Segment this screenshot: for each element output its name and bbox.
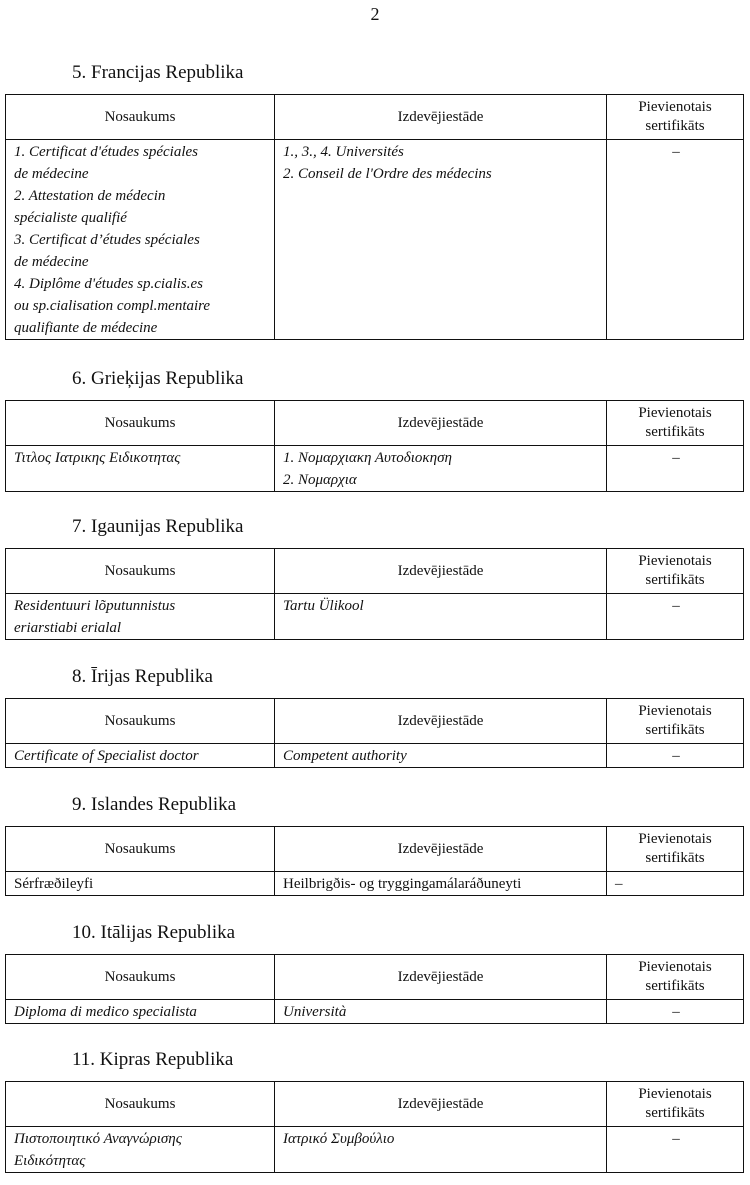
issuer-line: 2. Conseil de l'Ordre des médecins [283, 166, 492, 182]
table-header-row [6, 699, 744, 744]
cell-certificate: – [607, 594, 744, 640]
header-name: Nosaukums [6, 549, 275, 594]
name-line: 2. Attestation de médecin [14, 188, 166, 204]
certificate-table [5, 698, 744, 768]
cell-certificate: – [607, 1000, 744, 1024]
cell-name [6, 594, 275, 640]
section-title: 10. Itālijas Republika [72, 922, 236, 943]
header-certificate: Pievienotais sertifikāts [607, 827, 744, 872]
table-row [6, 1127, 744, 1173]
issuer-line: Tartu Ülikool [283, 598, 364, 614]
section-title: 9. Islandes Republika [72, 794, 237, 815]
cell-issuer [275, 140, 607, 340]
name-line: 4. Diplôme d'études sp.cialis.es [14, 276, 204, 292]
cell-name [6, 872, 275, 896]
name-line: Τιτλος Ιατρικης Ειδικοτητας [14, 450, 181, 466]
cell-certificate: – [607, 1127, 744, 1173]
certificate-table [5, 94, 744, 340]
name-line: Residentuuri lõputunnistus [14, 598, 176, 614]
issuer-line: 1., 3., 4. Universités [283, 144, 404, 160]
header-name: Nosaukums [6, 827, 275, 872]
certificate-table [5, 548, 744, 640]
issuer-line: Competent authority [283, 748, 407, 764]
header-certificate: Pievienotais sertifikāts [607, 549, 744, 594]
cell-name [6, 446, 275, 492]
issuer-line: 1. Νομαρχιακη Αυτοδιοκηση [283, 450, 452, 466]
section-title: 11. Kipras Republika [72, 1049, 234, 1070]
cell-name [6, 1127, 275, 1173]
table-header-row [6, 827, 744, 872]
table-row [6, 446, 744, 492]
cell-issuer [275, 1127, 607, 1173]
name-line: de médecine [14, 254, 89, 270]
name-line: Sérfræðileyfi [14, 876, 94, 892]
section-italy [5, 920, 743, 1024]
cell-name [6, 744, 275, 768]
certificate-table [5, 826, 744, 896]
name-line: 3. Certificat d’études spéciales [14, 232, 200, 248]
section-title: 5. Francijas Republika [72, 62, 244, 83]
header-issuer: Izdevējiestāde [275, 827, 607, 872]
table-row [6, 744, 744, 768]
table-header-row [6, 401, 744, 446]
table-row [6, 1000, 744, 1024]
header-certificate: Pievienotais sertifikāts [607, 95, 744, 140]
cell-certificate: – [607, 446, 744, 492]
header-issuer: Izdevējiestāde [275, 699, 607, 744]
table-row [6, 140, 744, 340]
issuer-line: Heilbrigðis- og tryggingamálaráðuneyti [283, 876, 522, 892]
table-row [6, 594, 744, 640]
section-france [5, 60, 743, 340]
issuer-line: Università [283, 1004, 347, 1020]
header-name: Nosaukums [6, 95, 275, 140]
name-line: qualifiante de médecine [14, 320, 158, 336]
name-line: Ειδικότητας [14, 1153, 86, 1169]
cell-issuer [275, 594, 607, 640]
table-header-row [6, 1082, 744, 1127]
cell-issuer [275, 744, 607, 768]
section-cyprus [5, 1047, 743, 1173]
cell-certificate: – [607, 744, 744, 768]
section-ireland [5, 664, 743, 768]
table-header-row [6, 955, 744, 1000]
table-header-row [6, 549, 744, 594]
header-name: Nosaukums [6, 1082, 275, 1127]
name-line: spécialiste qualifié [14, 210, 127, 226]
table-row [6, 872, 744, 896]
section-estonia [5, 514, 743, 640]
name-line: ou sp.cialisation compl.mentaire [14, 298, 211, 314]
cell-issuer [275, 446, 607, 492]
header-name: Nosaukums [6, 401, 275, 446]
header-issuer: Izdevējiestāde [275, 95, 607, 140]
name-line: de médecine [14, 166, 89, 182]
cell-issuer [275, 872, 607, 896]
page-number: 2 [370, 4, 380, 24]
name-line: eriarstiabi erialal [14, 620, 122, 636]
header-issuer: Izdevējiestāde [275, 401, 607, 446]
section-greece [5, 366, 743, 492]
header-certificate: Pievienotais sertifikāts [607, 955, 744, 1000]
header-certificate: Pievienotais sertifikāts [607, 699, 744, 744]
certificate-table [5, 400, 744, 492]
name-line: 1. Certificat d'études spéciales [14, 144, 199, 160]
name-line: Diploma di medico specialista [14, 1004, 197, 1020]
certificate-table [5, 954, 744, 1024]
section-title: 8. Īrijas Republika [72, 666, 213, 687]
cell-name [6, 140, 275, 340]
header-issuer: Izdevējiestāde [275, 1082, 607, 1127]
header-issuer: Izdevējiestāde [275, 955, 607, 1000]
certificate-table [5, 1081, 744, 1173]
cell-certificate: – [607, 872, 744, 896]
issuer-line: Ιατρικό Συμβούλιο [283, 1131, 395, 1147]
header-name: Nosaukums [6, 699, 275, 744]
cell-certificate: – [607, 140, 744, 340]
section-iceland [5, 792, 743, 896]
cell-name [6, 1000, 275, 1024]
header-certificate: Pievienotais sertifikāts [607, 1082, 744, 1127]
issuer-line: 2. Νομαρχια [283, 472, 357, 488]
name-line: Πιστοποιητικό Αναγνώρισης [14, 1131, 182, 1147]
header-name: Nosaukums [6, 955, 275, 1000]
section-title: 7. Igaunijas Republika [72, 516, 244, 537]
section-title: 6. Grieķijas Republika [72, 368, 244, 389]
header-issuer: Izdevējiestāde [275, 549, 607, 594]
table-header-row [6, 95, 744, 140]
cell-issuer [275, 1000, 607, 1024]
header-certificate: Pievienotais sertifikāts [607, 401, 744, 446]
name-line: Certificate of Specialist doctor [14, 748, 199, 764]
